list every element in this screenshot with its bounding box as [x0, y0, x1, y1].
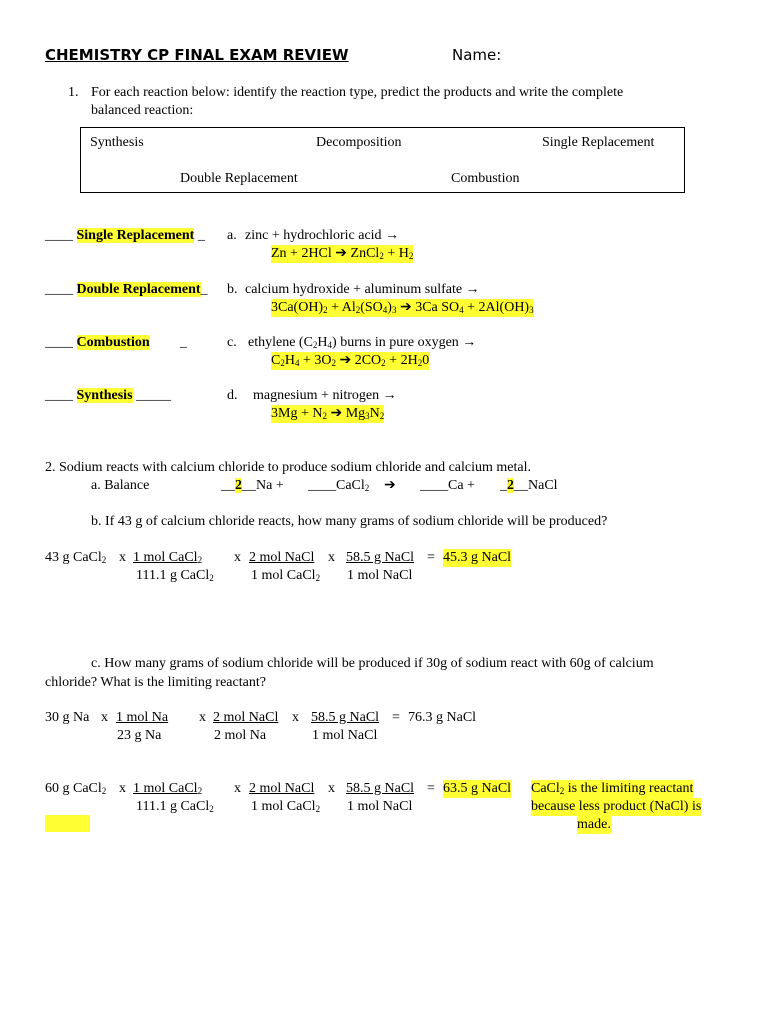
- q2b-f3-den: 1 mol NaCl: [347, 568, 413, 583]
- q1a-reaction: zinc + hydrochloric acid →: [245, 228, 400, 243]
- times-sign: x: [328, 550, 335, 565]
- q2c-cacl-f2-num: 2 mol NaCl: [249, 781, 315, 796]
- q2b-f2-num: 2 mol NaCl: [249, 550, 315, 565]
- q1b-label: b.: [227, 282, 238, 297]
- type-decomposition: Decomposition: [316, 135, 402, 150]
- q1d-type: Synthesis: [76, 388, 133, 403]
- q2b-prompt: b. If 43 g of calcium chloride reacts, how many grams of sodium chloride will be produced?: [91, 514, 608, 529]
- q2b-f3-num: 58.5 g NaCl: [346, 550, 415, 565]
- q2c-prompt-line1: c. How many grams of sodium chloride will be produced if 30g of sodium react with 60g of calcium: [91, 656, 654, 671]
- q1b-answer: ____ Double Replacement_: [45, 282, 208, 297]
- times-sign: x: [101, 710, 108, 725]
- q1a-equation: Zn + 2HCl ➔ ZnCl$_2$ + $H_2$: [271, 246, 414, 261]
- q2a-arrow: ➔: [384, 478, 396, 493]
- name-label: Name:: [452, 46, 502, 64]
- q2c-na-f3-num: 58.5 g NaCl: [311, 710, 380, 725]
- equals-sign: =: [427, 781, 435, 796]
- q2-prompt: 2. Sodium reacts with calcium chloride to produce sodium chloride and calcium metal.: [45, 460, 531, 475]
- type-double-replacement: Double Replacement: [180, 171, 298, 186]
- q2c-na-start: 30 g Na: [45, 710, 90, 725]
- q2c-cacl-start: 60 g CaCl$_2$: [45, 781, 107, 796]
- q2a-ca: ____Ca +: [420, 478, 475, 493]
- q2c-prompt-line2: chloride? What is the limiting reactant?: [45, 675, 266, 690]
- limiting-line1: CaCl$_2$ is the limiting reactant: [531, 781, 694, 796]
- q1c-label: c.: [227, 335, 237, 350]
- times-sign: x: [119, 550, 126, 565]
- q2b-f1-num: 1 mol CaCl$_2$: [133, 550, 203, 565]
- q2c-na-f2-num: 2 mol NaCl: [213, 710, 279, 725]
- q1c-reaction: ethylene $(C_2H_4)$ burns in pure oxygen →: [248, 335, 477, 350]
- q2c-na-f3-den: 1 mol NaCl: [312, 728, 378, 743]
- q1a-type: Single Replacement: [76, 228, 195, 243]
- q2c-cacl-f2-den: 1 mol CaCl$_2$: [251, 799, 321, 814]
- q1d-equation: $3Mg + N_2$ ➔ $Mg_3N_2$: [271, 406, 385, 421]
- q1d-answer: ____ Synthesis _____: [45, 388, 172, 403]
- times-sign: x: [234, 550, 241, 565]
- times-sign: x: [234, 781, 241, 796]
- page-title: CHEMISTRY CP FINAL EXAM REVIEW: [45, 46, 349, 64]
- q2c-cacl-f1-num: 1 mol CaCl$_2$: [133, 781, 203, 796]
- q2b-start: 43 g CaCl$_2$: [45, 550, 107, 565]
- equals-sign: =: [427, 550, 435, 565]
- times-sign: x: [292, 710, 299, 725]
- highlight-strip: [45, 815, 90, 832]
- q2a-coef-nacl: 2: [507, 478, 514, 493]
- type-single-replacement: Single Replacement: [542, 135, 655, 150]
- q2c-cacl-f1-den: 111.1 g CaCl$_2$: [136, 799, 214, 814]
- q2b-f2-den: 1 mol CaCl$_2$: [251, 568, 321, 583]
- limiting-line3: made.: [577, 817, 611, 832]
- q2a-equation: __2__Na +: [221, 478, 284, 493]
- q1b-reaction: calcium hydroxide + aluminum sulfate →: [245, 282, 480, 297]
- q2c-cacl-result: 63.5 g NaCl: [443, 781, 512, 796]
- q2a-nacl: _2__NaCl: [500, 478, 558, 493]
- q1c-type: Combustion: [76, 335, 150, 350]
- q1a-label: a.: [227, 228, 237, 243]
- q2a-cacl2: ____CaCl$_2$: [308, 478, 370, 493]
- q2a-coef-na: 2: [235, 478, 242, 493]
- q1b-equation: $3Ca(OH)_2 + Al_2(SO_4)_3$ ➔ 3Ca $SO_4 + 2Al(OH)_3$: [271, 300, 534, 315]
- q1d-label: d.: [227, 388, 238, 403]
- q2c-na-f1-den: 23 g Na: [117, 728, 162, 743]
- q1b-type: Double Replacement: [76, 282, 201, 297]
- equals-sign: =: [392, 710, 400, 725]
- q1c-equation: $C_2H_4 + 3O_2$ ➔ $2CO_2 + 2H_20$: [271, 353, 430, 368]
- q2c-na-f2-den: 2 mol Na: [214, 728, 267, 743]
- q2b-f1-den: 111.1 g CaCl$_2$: [136, 568, 214, 583]
- q2c-na-f1-num: 1 mol Na: [116, 710, 169, 725]
- q1a-answer: ____ Single Replacement _: [45, 228, 205, 243]
- q1-number: 1.: [68, 85, 79, 100]
- q1d-reaction: magnesium + nitrogen →: [253, 388, 397, 403]
- q1c-answer: ____ Combustion: [45, 335, 150, 350]
- q2b-result: 45.3 g NaCl: [443, 550, 512, 565]
- limiting-line2: because less product (NaCl) is: [531, 799, 702, 814]
- q2c-cacl-f3-num: 58.5 g NaCl: [346, 781, 415, 796]
- q1c-suffix: _: [180, 335, 187, 350]
- times-sign: x: [119, 781, 126, 796]
- q2c-na-result: 76.3 g NaCl: [408, 710, 477, 725]
- q1-prompt-line1: For each reaction below: identify the reaction type, predict the products and write the complete: [91, 85, 624, 100]
- type-synthesis: Synthesis: [90, 135, 144, 150]
- type-combustion: Combustion: [451, 171, 520, 186]
- times-sign: x: [328, 781, 335, 796]
- q2a-label: a. Balance: [91, 478, 150, 493]
- q2c-cacl-f3-den: 1 mol NaCl: [347, 799, 413, 814]
- q1-prompt-line2: balanced reaction:: [91, 103, 194, 118]
- times-sign: x: [199, 710, 206, 725]
